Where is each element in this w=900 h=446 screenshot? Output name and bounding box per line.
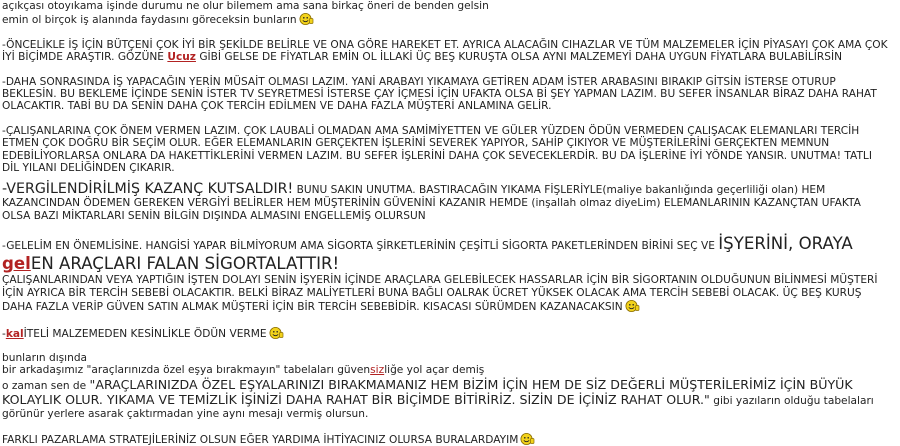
- quality-dash: -: [2, 327, 6, 340]
- insurance-lead: -GELELİM EN ÖNEMLİSİNE. HANGİSİ YAPAR BİLMİYORUM AMA SİGORTA ŞİRKETLERİNİN ÇEŞİTLİ SİGORTA PAKETLERİNDEN BİRİNİ SEÇ VE: [2, 240, 719, 253]
- thumbs-up-smiley-icon: [520, 432, 535, 446]
- sign-tail: gibi yazıların olduğu tabelaları görünür yerlere asarak çaktırmadan yine aynı mesajı vermiş olursun.: [2, 395, 874, 420]
- closing-line: [2, 432, 892, 446]
- highlight-gel: gel: [2, 254, 31, 274]
- paragraph-employees: -ÇALIŞANLARINA ÇOK ÖNEM VERMEN LAZIM. ÇOK LAUBALİ OLMADAN AMA SAMİMİYETTEN VE GÜLER YÜZDEN ÖDÜN VERMEDEN ÇALIŞACAK ELEMANLARI TERCİH ETMEN ÇOK DOĞRU BİR SEÇİM OLUR. EĞER ELEMANLARIN GERÇEKTEN İŞLERİNİ SEVEREK YAPIYOR, SAHİP ÇIKIYOR VE MÜŞTERİLERİNİ GERÇEKTEN MEMNUN EDEBİLİYORLARSA ONLARA DA HAKETTİKLERİNİ VERMEN LAZIM. BU SEFER İŞLERİNİ DAHA ÇOK SEVECEKLERDİR. BU DA İŞLERİNE İYİ YÖNDE YANSIR. UNUTMA! TATLI DİL YILANI DELİĞİNDEN ÇIKARIR.: [2, 124, 872, 175]
- thumbs-up-smiley-icon: [299, 12, 314, 26]
- paragraph-sign-suggestion: [2, 377, 892, 420]
- intro-line-2-text: emin ol birçok iş alanında faydasını göreceksin bunların: [2, 14, 297, 27]
- sign-quote: "ARAÇLARINIZDA ÖZEL EŞYALARINIZI BIRAKMAMANIZ HEM BİZİM İÇİN HEM DE SİZ DEĞERLİ MÜŞTERİLERİMİZ İÇİN BÜYÜK KOLAYLIK OLUR. YIKAMA VE TEMİZLİK İŞİNİZİ DAHA RAHAT BİR BİÇİMDE BİTİRİRİZ. SİZİN DE İÇİNİZ RAHAT OLUR.": [2, 376, 853, 408]
- p1-before: -ÖNCELİKLE İŞ İÇİN BÜTÇENİ ÇOK İYİ BİR ŞEKİLDE BELİRLE VE ONA GÖRE HAREKET ET. AYRICA ALACAĞIN CIHAZLAR VE TÜM MALZEMELER İÇİN PİYASAYI ÇOK AMA ÇOK İYİ BİÇİMDE ARAŞTIR. GÖZÜNE: [2, 38, 888, 64]
- p1-after: GİBİ GELSE DE FİYATLAR EMİN OL İLLAKİ ÜÇ BEŞ KURUŞTA OLSA AYNI MALZEMEYİ DAHA UYGUN FİYATLARA BULABİLİRSİN: [195, 51, 842, 64]
- sign-lead: o zaman sen de: [2, 379, 90, 392]
- paragraph-quality: [2, 326, 892, 340]
- quality-text: İTELİ MALZEMEDEN KESİNLİKLE ÖDÜN VERME: [23, 327, 267, 340]
- insurance-text: ÇALIŞANLARINDAN VEYA YAPTIĞIN İŞTEN DOLAYI SENİN İŞYERİN İÇİNDE ARAÇLARA GELEBİLECEK HASSARLAR İÇİN BİR SİGORTANIN OLDUĞUNUN BİLİNMESİ MÜŞTERİ İÇİN AYRICA BİR TERCİH SEBEBİ OLACAKTIR. BELKİ BİRAZ MALİYETLERİ BUNA BAĞLI OALRAK ÜCRET YÜKSEK OLACAK AMA TERCİH SEBEBİ OLACAK. ÜÇ BEŞ KURUŞ DAHA FAZLA VERİP GÜVEN SATIN ALMAK MÜŞTERİ İÇİN BİR TERCİH SEBEBİDİR. KISACASI SÜRÜMDEN KAZANACAKSIN: [2, 274, 878, 314]
- intro-line-2: [2, 12, 892, 26]
- paragraph-insurance: [2, 234, 892, 313]
- closing-text: FARKLI PAZARLAMA STRATEJİLERİNİZ OLSUN EĞER YARDIMA İHTİYACINIZ OLURSA BURALARDAYIM: [2, 433, 519, 446]
- thumbs-up-smiley-icon: [625, 299, 640, 313]
- insurance-heading-1: İŞYERİNİ, ORAYA: [718, 234, 853, 254]
- thumbs-up-smiley-icon: [269, 326, 284, 340]
- tax-heading: -VERGİLENDİRİLMİŞ KAZANÇ KUTSALDIR!: [2, 181, 294, 198]
- other-line-1: bunların dışında: [2, 351, 88, 364]
- paragraph-budget: [2, 39, 892, 64]
- intro-line-1: açıkçası otoyıkama işinde durumu ne olur bilemem ama sana birkaç öneri de benden gelsin: [2, 0, 489, 12]
- highlight-kal: kal: [5, 327, 24, 340]
- other-line-2-before: bir arkadaşımız "araçlarınızda özel eşya bırakmayın" tabelaları güven: [2, 364, 371, 377]
- paragraph-tax: [2, 181, 892, 222]
- tax-text: BUNU SAKIN UNUTMA. BASTIRACAĞIN YIKAMA FİŞLERİYLE(maliye bakanlığında geçerliliği olan) HEM KAZANCINDAN ÖDEMEN GEREKEN VERGİYİ BELİRLER HEM MÜŞTERİNİN GÜVENİNİ KAZANIR HEMDE (inşallah olmaz diyeLim) ELEMANLARININ KAZANÇTAN UFAKTA OLSA BAZI MİKTARLARI SENİN BİLGİN DIŞINDA ALMASINI ENGELLEMİŞ OLURSUN: [2, 184, 861, 222]
- highlight-siz: siz: [370, 364, 385, 377]
- other-line-2: [2, 364, 892, 376]
- highlight-ucuz: Ucuz: [167, 51, 196, 64]
- insurance-heading-2: EN ARAÇLARI FALAN SİGORTALATTIR!: [30, 254, 340, 274]
- paragraph-location: -DAHA SONRASINDA İŞ YAPACAĞIN YERİN MÜSAİT OLMASI LAZIM. YANİ ARABAYI YIKAMAYA GETİREN ADAM İSTER ARABASINI BIRAKIP GİTSİN İSTERSE OTURUP BEKLESİN. BU BEKLEME İÇİNDE SENİN İSTER TV SEYRETMESİ İSTERSE ÇAY İÇMESİ İÇİN UFAKTA OLSA Bİ ŞEY YAPMAN LAZIM. BU SEFER İNSANLAR BİRAZ DAHA RAHAT OLACAKTIR. TABİ BU DA SENİN DAHA ÇOK TERCİH EDİLMEN VE DAHA FAZLA MÜŞTERİ ANLAMINA GELİR.: [2, 75, 877, 113]
- other-line-2-after: liğe yol açar demiş: [384, 364, 485, 377]
